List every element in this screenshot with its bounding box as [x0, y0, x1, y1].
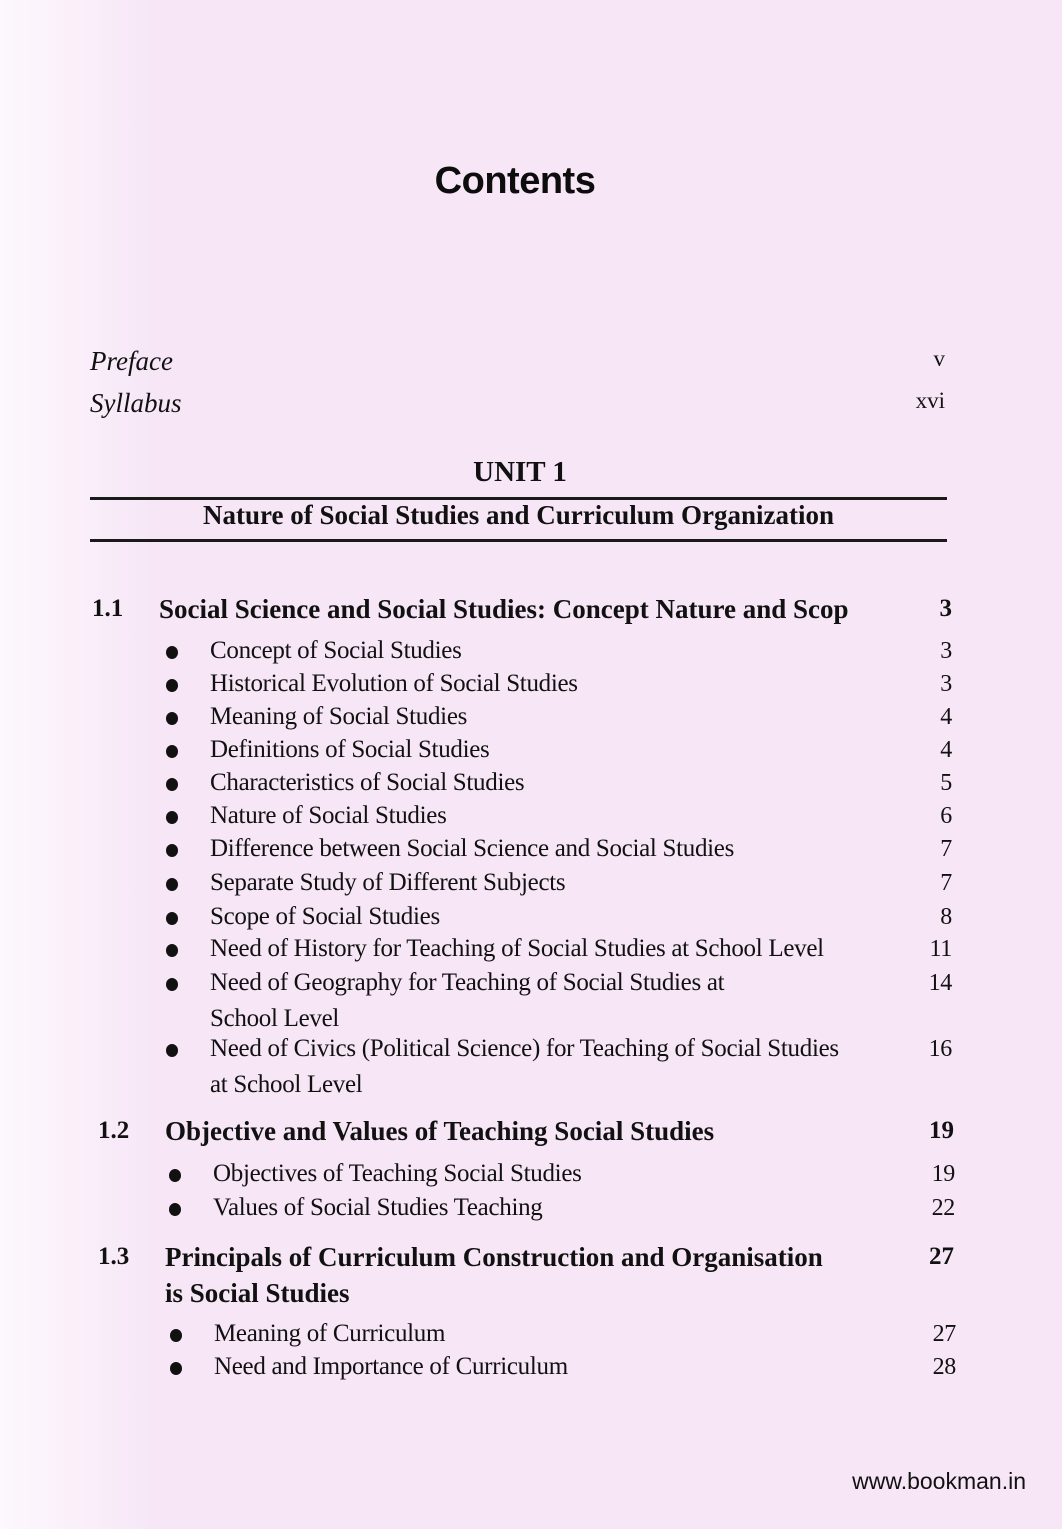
page-number: 7: [940, 836, 952, 862]
page-number: 27: [929, 1243, 954, 1270]
bullet-icon: [166, 912, 178, 925]
bullet-icon: [166, 944, 178, 957]
item-text: Difference between Social Science and Social Studies: [210, 835, 735, 862]
item-text: Need of History for Teaching of Social Studies at School Level: [210, 935, 824, 962]
item-text: Values of Social Studies Teaching: [213, 1194, 543, 1221]
bullet-icon: [166, 679, 178, 692]
bullet-icon: [166, 712, 178, 725]
page-number: 27: [932, 1321, 956, 1347]
bullet-icon: [166, 978, 178, 991]
item-text: Meaning of Social Studies: [210, 703, 468, 730]
page-number: 3: [940, 638, 952, 664]
item-text: Need of Civics (Political Science) for Teaching of Social Studies: [210, 1035, 839, 1062]
page-number: 14: [928, 970, 952, 996]
item-text: Objectives of Teaching Social Studies: [213, 1160, 582, 1187]
page-number: v: [933, 346, 945, 371]
bullet-icon: [170, 1362, 182, 1375]
page-number: 6: [940, 803, 952, 829]
section-title: Principals of Curriculum Construction and Organisation: [165, 1242, 823, 1272]
item-text: School Level: [210, 1005, 340, 1032]
page-number: 19: [931, 1161, 955, 1187]
website-link[interactable]: www.bookman.in: [852, 1468, 1026, 1494]
section-number: 1.2: [98, 1117, 130, 1144]
page-number: 8: [940, 904, 952, 930]
page-number: 28: [932, 1354, 956, 1380]
item-text: Need and Importance of Curriculum: [214, 1353, 568, 1380]
item-text: Characteristics of Social Studies: [210, 769, 525, 796]
page-number: 19: [929, 1117, 954, 1144]
bullet-icon: [170, 1329, 182, 1342]
page-number: 11: [929, 936, 952, 962]
front-matter-syllabus: [90, 388, 945, 419]
page-title: Contents: [434, 160, 596, 202]
page-number: xvi: [915, 388, 945, 413]
bullet-icon: [166, 844, 178, 857]
section-title: Objective and Values of Teaching Social Studies: [165, 1116, 715, 1146]
front-matter-preface: [90, 346, 945, 377]
page-number: 7: [940, 870, 952, 896]
page-number: 3: [940, 671, 952, 697]
item-text: Meaning of Curriculum: [214, 1320, 446, 1347]
page-number: 4: [940, 737, 952, 763]
page-number: 22: [931, 1195, 955, 1221]
section-title: Social Science and Social Studies: Concept Nature and Scop: [159, 594, 849, 624]
bullet-icon: [166, 778, 178, 791]
page-number: 3: [939, 595, 952, 622]
section-number: 1.3: [98, 1243, 130, 1270]
item-text: Scope of Social Studies: [210, 903, 440, 930]
item-text: at School Level: [210, 1071, 363, 1098]
item-text: Historical Evolution of Social Studies: [210, 670, 578, 697]
item-text: Concept of Social Studies: [210, 637, 462, 664]
front-matter-label: Preface: [90, 346, 173, 376]
divider: [90, 539, 947, 542]
page-number: 5: [940, 770, 952, 796]
bullet-icon: [166, 1044, 178, 1057]
item-text: Need of Geography for Teaching of Social Studies at: [210, 969, 725, 996]
item-text: Definitions of Social Studies: [210, 736, 490, 763]
bullet-icon: [166, 878, 178, 891]
item-text: Nature of Social Studies: [210, 802, 447, 829]
bullet-icon: [169, 1169, 181, 1182]
bullet-icon: [166, 745, 178, 758]
unit-title: Nature of Social Studies and Curriculum Organization: [202, 500, 835, 530]
section-title: is Social Studies: [165, 1278, 350, 1308]
page-number: 16: [928, 1036, 952, 1062]
bullet-icon: [166, 811, 178, 824]
item-text: Separate Study of Different Subjects: [210, 869, 566, 896]
unit-label: UNIT 1: [473, 456, 567, 488]
page-number: 4: [940, 704, 952, 730]
front-matter-label: Syllabus: [90, 388, 182, 418]
page-edge: [0, 0, 160, 1529]
bullet-icon: [166, 646, 178, 659]
section-number: 1.1: [92, 595, 124, 622]
bullet-icon: [169, 1203, 181, 1216]
